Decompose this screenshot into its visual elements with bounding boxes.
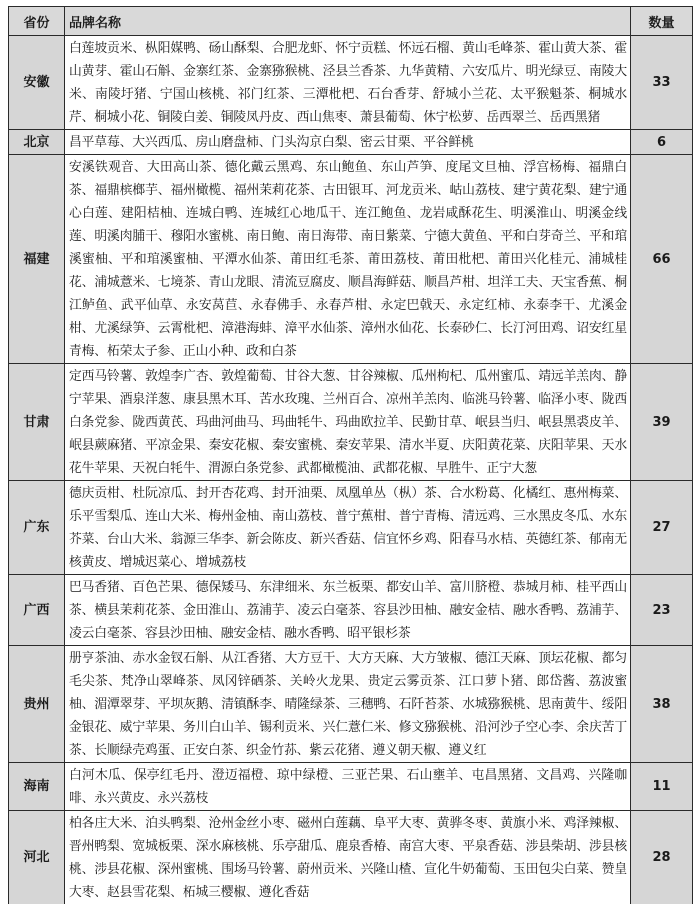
count-cell: 66	[631, 155, 693, 364]
table-row-fujian	[9, 155, 693, 364]
brand-table-container	[8, 6, 692, 904]
province-cell: 广西	[9, 575, 65, 646]
province-cell: 贵州	[9, 646, 65, 763]
brand-names-cell: 安溪铁观音、大田高山茶、德化戴云黑鸡、东山鲍鱼、东山芦笋、度尾文旦柚、浮宫杨梅、福鼎白茶、福鼎槟榔芋、福州橄榄、福州茉莉花茶、古田银耳、河龙贡米、岵山荔枝、建宁黄花梨、建宁通心白莲、建阳桔柚、连城白鸭、连城红心地瓜干、连江鲍鱼、龙岩咸酥花生、明溪淮山、明溪金线莲、明溪肉脯干、穆阳水蜜桃、南日鲍、南日海带、南日紫菜、宁德大黄鱼、平和白芽奇兰、平和琯溪蜜柚、平和琯溪蜜柚、平潭水仙茶、莆田红毛茶、莆田荔枝、莆田枇杷、莆田兴化桂元、浦城桂花、浦城薏米、七境茶、青山龙眼、清流豆腐皮、顺昌海鲜菇、顺昌芦柑、坦洋工夫、天宝香蕉、桐江鲈鱼、武平仙草、永安莴苣、永春佛手、永春芦柑、永定巴戟天、永定红柿、永泰李干、尤溪金柑、尤溪绿笋、云霄枇杷、漳港海蚌、漳平水仙茶、漳州水仙花、长泰砂仁、长汀河田鸡、诏安红星青梅、柘荣太子参、正山小种、政和白茶	[65, 155, 631, 364]
table-row-hebei	[9, 811, 693, 904]
table-row-anhui	[9, 36, 693, 130]
brand-names-cell: 白莲坡贡米、枞阳媒鸭、砀山酥梨、合肥龙虾、怀宁贡糕、怀远石榴、黄山毛峰茶、霍山黄大茶、霍山黄芽、霍山石斛、金寨红茶、金寨猕猴桃、泾县兰香茶、九华黄精、六安瓜片、明光绿豆、南陵大米、南陵圩猪、宁国山核桃、祁门红茶、三潭枇杷、石台香芽、舒城小兰花、太平猴魁茶、桐城水芹、桐城小花、铜陵白姜、铜陵凤丹皮、西山焦枣、萧县葡萄、休宁松萝、岳西翠兰、岳西黑猪	[65, 36, 631, 130]
count-cell: 28	[631, 811, 693, 904]
table-row-guangxi	[9, 575, 693, 646]
table-row-hainan	[9, 763, 693, 811]
table-row-gansu	[9, 364, 693, 481]
table-row-beijing	[9, 130, 693, 155]
brand-names-cell: 册亨茶油、赤水金钗石斛、从江香猪、大方豆干、大方天麻、大方皱椒、德江天麻、顶坛花椒、都匀毛尖茶、梵净山翠峰茶、凤冈锌硒茶、关岭火龙果、贵定云雾贡茶、江口萝卜猪、郎岱酱、荔波蜜柚、湄潭翠芽、平坝灰鹅、清镇酥李、晴隆绿茶、三穗鸭、石阡苔茶、水城猕猴桃、思南黄牛、绥阳金银花、威宁苹果、务川白山羊、锡利贡米、兴仁薏仁米、修文猕猴桃、沿河沙子空心李、余庆苦丁茶、长顺绿壳鸡蛋、正安白茶、织金竹荪、紫云花猪、遵义朝天椒、遵义红	[65, 646, 631, 763]
count-cell: 38	[631, 646, 693, 763]
province-cell: 海南	[9, 763, 65, 811]
table-row-guizhou	[9, 646, 693, 763]
count-cell: 33	[631, 36, 693, 130]
province-cell: 福建	[9, 155, 65, 364]
brand-names-cell: 昌平草莓、大兴西瓜、房山磨盘柿、门头沟京白梨、密云甘栗、平谷鲜桃	[65, 130, 631, 155]
count-cell: 6	[631, 130, 693, 155]
province-cell: 广东	[9, 481, 65, 575]
province-cell: 河北	[9, 811, 65, 904]
count-cell: 27	[631, 481, 693, 575]
brand-names-cell: 白河木瓜、保亭红毛丹、澄迈福橙、琼中绿橙、三亚芒果、石山壅羊、屯昌黑猪、文昌鸡、兴隆咖啡、永兴黄皮、永兴荔枝	[65, 763, 631, 811]
brand-names-cell: 德庆贡柑、杜阮凉瓜、封开杏花鸡、封开油栗、凤凰单丛（枞）茶、合水粉葛、化橘红、惠州梅菜、乐平雪梨瓜、连山大米、梅州金柚、南山荔枝、普宁蕉柑、普宁青梅、清远鸡、三水黑皮冬瓜、水东芥菜、台山大米、翁源三华李、新会陈皮、新兴香菇、信宜怀乡鸡、阳春马水桔、英德红茶、郁南无核黄皮、增城迟菜心、增城荔枝	[65, 481, 631, 575]
count-cell: 11	[631, 763, 693, 811]
table-row-guangdong	[9, 481, 693, 575]
province-cell: 北京	[9, 130, 65, 155]
brand-names-cell: 定西马铃薯、敦煌李广杏、敦煌葡萄、甘谷大葱、甘谷辣椒、瓜州枸杞、瓜州蜜瓜、靖远羊羔肉、静宁苹果、酒泉洋葱、康县黑木耳、苦水玫瑰、兰州百合、凉州羊羔肉、临洮马铃薯、临泽小枣、陇西白条党参、陇西黄芪、玛曲河曲马、玛曲牦牛、玛曲欧拉羊、民勤甘草、岷县当归、岷县黑裘皮羊、岷县蕨麻猪、平凉金果、秦安花椒、秦安蜜桃、秦安苹果、清水半夏、庆阳黄花菜、庆阳苹果、天水花牛苹果、天祝白牦牛、渭源白条党参、武都橄榄油、武都花椒、早胜牛、正宁大葱	[65, 364, 631, 481]
brand-table	[8, 6, 693, 904]
header-brand-names: 品牌名称	[65, 7, 631, 36]
header-row	[9, 7, 693, 36]
brand-names-cell: 巴马香猪、百色芒果、德保矮马、东津细米、东兰板栗、都安山羊、富川脐橙、恭城月柿、桂平西山茶、横县茉莉花茶、金田淮山、荔浦芋、凌云白毫茶、容县沙田柚、融安金桔、融水香鸭、荔浦芋、凌云白毫茶、容县沙田柚、融安金桔、融水香鸭、昭平银杉茶	[65, 575, 631, 646]
brand-names-cell: 柏各庄大米、泊头鸭梨、沧州金丝小枣、磁州白莲藕、阜平大枣、黄骅冬枣、黄旗小米、鸡泽辣椒、晋州鸭梨、宽城板栗、深水麻核桃、乐亭甜瓜、鹿泉香椿、南宫大枣、平泉香菇、涉县柴胡、涉县核桃、涉县花椒、深州蜜桃、围场马铃薯、蔚州贡米、兴隆山楂、宣化牛奶葡萄、玉田包尖白菜、赞皇大枣、赵县雪花梨、柘城三樱椒、遵化香菇	[65, 811, 631, 904]
header-count: 数量	[631, 7, 693, 36]
province-cell: 安徽	[9, 36, 65, 130]
count-cell: 23	[631, 575, 693, 646]
province-cell: 甘肃	[9, 364, 65, 481]
count-cell: 39	[631, 364, 693, 481]
header-province: 省份	[9, 7, 65, 36]
